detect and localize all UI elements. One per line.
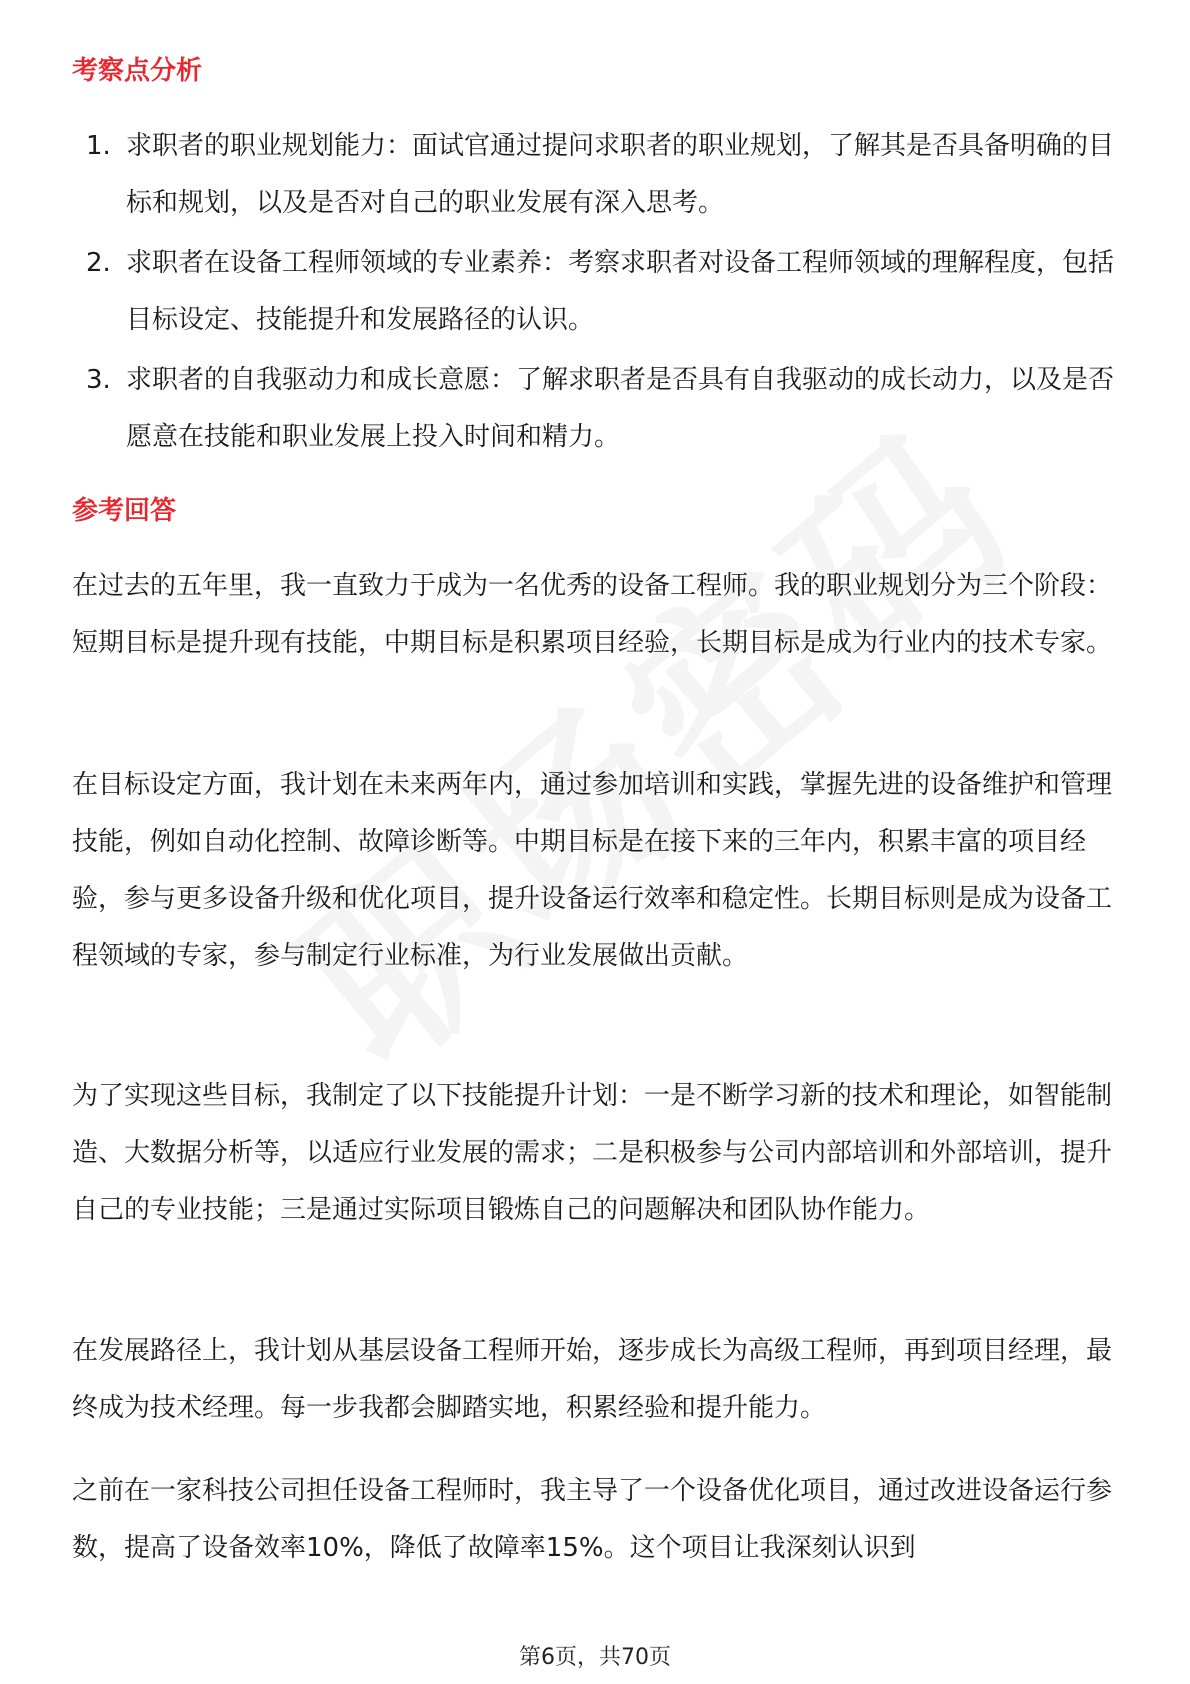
answer-paragraph: 在目标设定方面，我计划在未来两年内，通过参加培训和实践，掌握先进的设备维护和管理技能，例如自动化控制、故障诊断等。中期目标是在接下来的三年内，积累丰富的项目经验，参与更多设备升级和优化项目，提升设备运行效率和稳定性。长期目标则是成为设备工程领域的专家，参与制定行业标准，为行业发展做出贡献。 xyxy=(72,770,1113,971)
list-item xyxy=(72,235,1120,349)
list-number: 3. xyxy=(86,365,111,395)
list-number: 1. xyxy=(86,131,111,161)
analysis-list xyxy=(72,118,1120,469)
answer-paragraph: 在过去的五年里，我一直致力于成为一名优秀的设备工程师。我的职业规划分为三个阶段：短期目标是提升现有技能，中期目标是积累项目经验，长期目标是成为行业内的技术专家。 xyxy=(72,571,1113,658)
answer-paragraph: 为了实现这些目标，我制定了以下技能提升计划：一是不断学习新的技术和理论，如智能制造、大数据分析等，以适应行业发展的需求；二是积极参与公司内部培训和外部培训，提升自己的专业技能；三是通过实际项目锻炼自己的问题解决和团队协作能力。 xyxy=(72,1081,1113,1225)
answer-paragraph: 在发展路径上，我计划从基层设备工程师开始，逐步成长为高级工程师，再到项目经理，最终成为技术经理。每一步我都会脚踏实地，积累经验和提升能力。 xyxy=(72,1336,1113,1423)
section-title-answer: 参考回答 xyxy=(72,496,177,526)
answer-paragraph: 之前在一家科技公司担任设备工程师时，我主导了一个设备优化项目，通过改进设备运行参数，提高了设备效率10%，降低了故障率15%。这个项目让我深刻认识到 xyxy=(72,1476,1113,1563)
page-footer: 第6页，共70页 xyxy=(519,1645,671,1670)
list-item xyxy=(72,118,1120,232)
list-number: 2. xyxy=(86,248,111,278)
watermark xyxy=(234,370,1047,1117)
list-item xyxy=(72,352,1120,466)
list-item-text: 求职者在设备工程师领域的专业素养：考察求职者对设备工程师领域的理解程度，包括目标设定、技能提升和发展路径的认识。 xyxy=(126,248,1115,335)
list-item-text: 求职者的自我驱动力和成长意愿：了解求职者是否具有自我驱动的成长动力，以及是否愿意在技能和职业发展上投入时间和精力。 xyxy=(126,365,1115,452)
section-title-analysis: 考察点分析 xyxy=(72,56,203,86)
list-item-text: 求职者的职业规划能力：面试官通过提问求职者的职业规划，了解其是否具备明确的目标和规划，以及是否对自己的职业发展有深入思考。 xyxy=(126,131,1115,218)
